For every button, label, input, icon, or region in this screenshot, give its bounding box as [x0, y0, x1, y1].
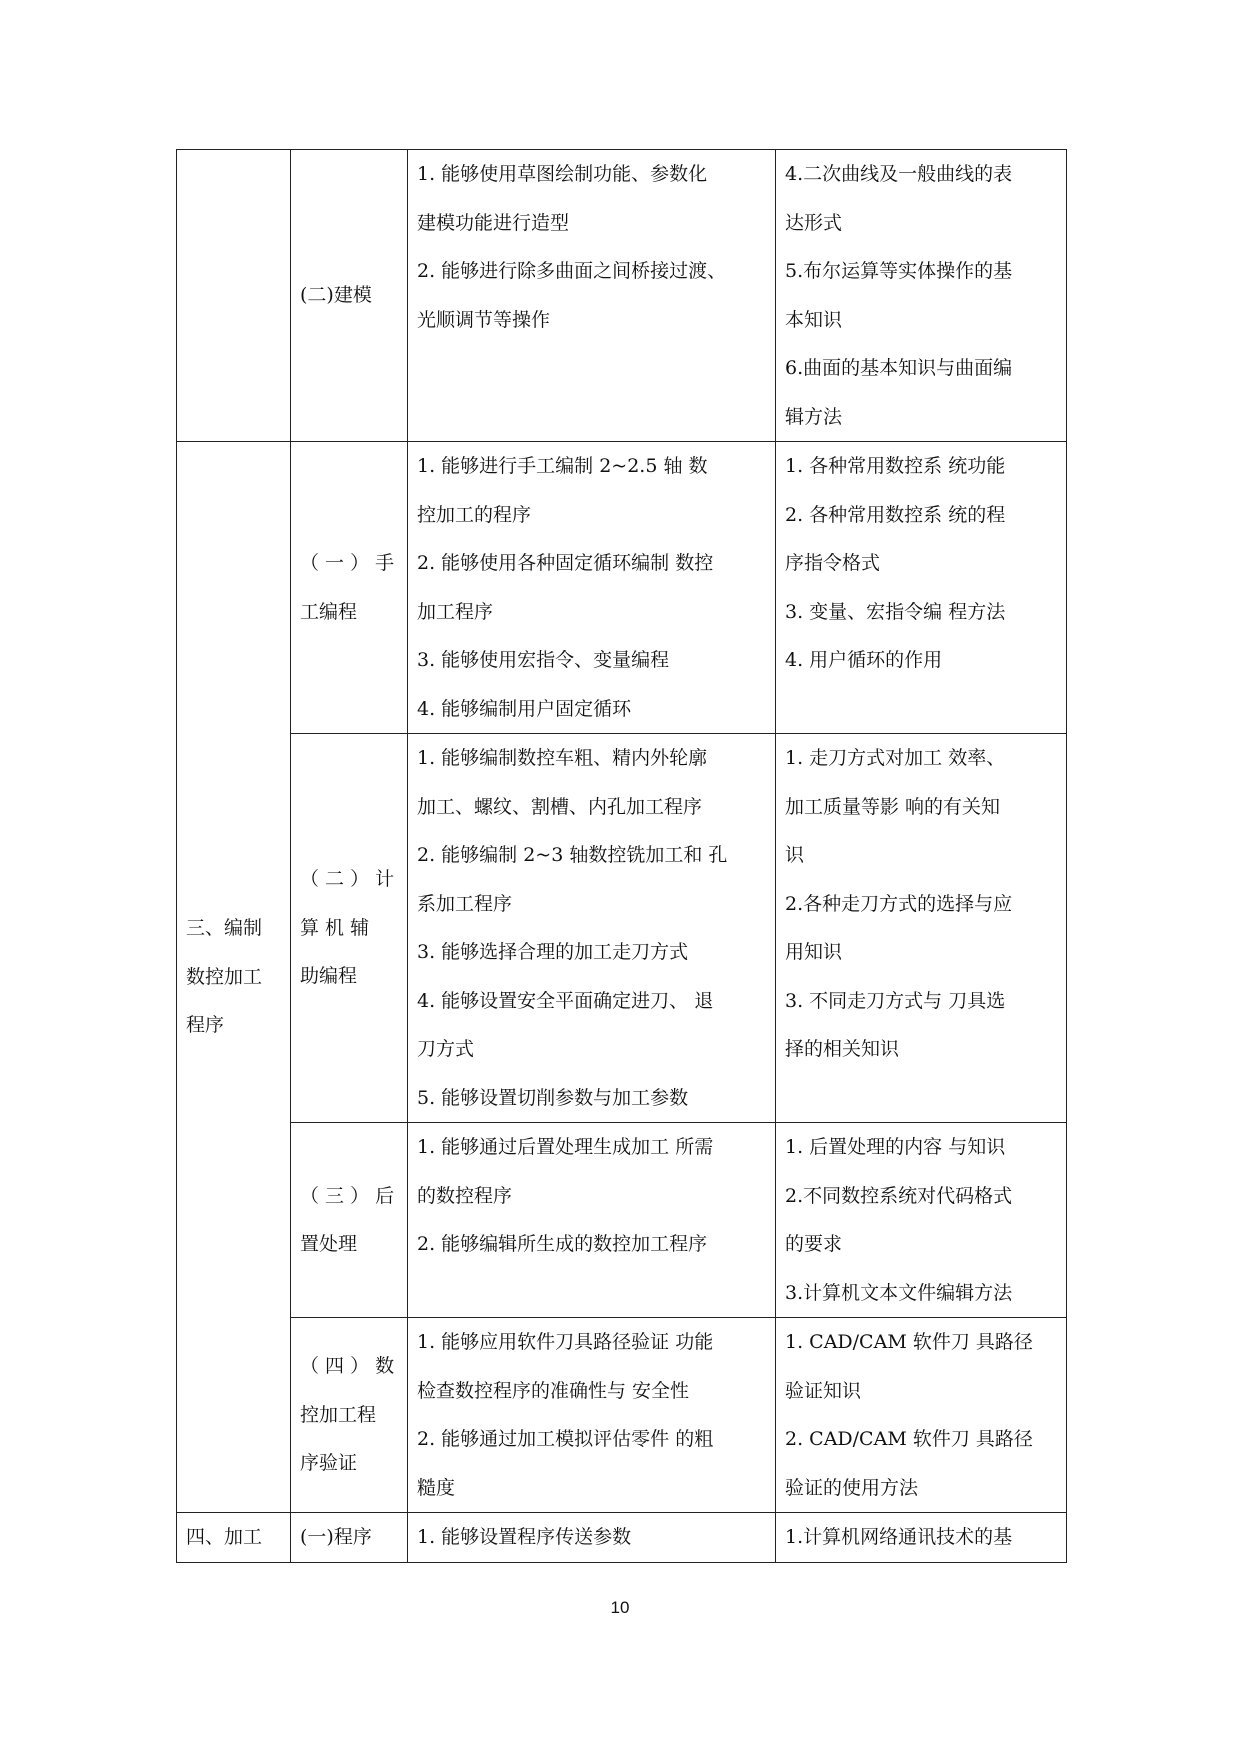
category-text: 数控加工 — [186, 965, 263, 988]
knowledge-line: 1.计算机网络通讯技术的基 — [785, 1526, 1013, 1548]
skill-line: 系加工程序 — [417, 892, 513, 915]
skill-line: 2. 能够编制 2~3 轴数控铣加工和 孔 — [417, 844, 728, 866]
skill-line: 2. 能够编辑所生成的数控加工程序 — [417, 1233, 708, 1255]
skill-line: 5. 能够设置切削参数与加工参数 — [417, 1086, 689, 1109]
knowledge-line: 1. 各种常用数控系 统功能 — [785, 455, 1006, 477]
subcategory-text: 助编程 — [300, 965, 358, 988]
cell-skill-requirements — [408, 150, 776, 442]
skill-line: 建模功能进行造型 — [417, 211, 570, 234]
cell-skill-requirements — [408, 1123, 776, 1318]
skill-line: 4. 能够设置安全平面确定进刀、 退 — [417, 989, 714, 1012]
knowledge-line: 识 — [785, 844, 805, 866]
knowledge-line: 3.计算机文本文件编辑方法 — [785, 1281, 1013, 1304]
knowledge-line: 的要求 — [785, 1233, 843, 1255]
knowledge-line: 本知识 — [785, 308, 843, 331]
knowledge-line: 4.二次曲线及一般曲线的表 — [785, 163, 1013, 185]
knowledge-line: 1. CAD/CAM 软件刀 具路径 — [785, 1331, 1033, 1353]
page-number: 10 — [610, 1598, 630, 1617]
skill-line: 1. 能够通过后置处理生成加工 所需 — [417, 1136, 714, 1158]
cell-subcategory — [291, 1318, 408, 1513]
cell-category — [177, 442, 291, 1513]
table-row-post-processing — [177, 1123, 1067, 1318]
knowledge-line: 1. 后置处理的内容 与知识 — [785, 1136, 1006, 1158]
skill-line: 的数控程序 — [417, 1184, 513, 1207]
knowledge-line: 用知识 — [785, 941, 843, 963]
knowledge-line: 序指令格式 — [785, 552, 881, 574]
skill-line: 控加工的程序 — [417, 503, 532, 526]
knowledge-line: 3. 不同走刀方式与 刀具选 — [785, 989, 1006, 1012]
subcategory-text: 置处理 — [300, 1233, 358, 1255]
cell-subcategory — [291, 442, 408, 734]
knowledge-line: 4. 用户循环的作用 — [785, 649, 943, 671]
table-row-processing — [177, 1513, 1067, 1563]
skill-line: 4. 能够编制用户固定循环 — [417, 697, 632, 720]
cell-skill-requirements — [408, 734, 776, 1123]
table-row-manual-programming — [177, 442, 1067, 734]
cell-subcategory — [291, 150, 408, 442]
subcategory-text: 算 机 辅 — [300, 916, 370, 939]
cell-knowledge — [776, 734, 1067, 1123]
knowledge-line: 加工质量等影 响的有关知 — [785, 795, 1001, 818]
table-row-modeling — [177, 150, 1067, 442]
subcategory-text: 控加工程 — [300, 1403, 377, 1426]
knowledge-line: 5.布尔运算等实体操作的基 — [785, 260, 1013, 282]
cell-skill-requirements — [408, 1513, 776, 1563]
knowledge-line: 2. 各种常用数控系 统的程 — [785, 503, 1006, 526]
knowledge-line: 2.不同数控系统对代码格式 — [785, 1184, 1013, 1207]
skill-line: 1. 能够应用软件刀具路径验证 功能 — [417, 1331, 714, 1353]
subcategory-text: 序验证 — [300, 1452, 358, 1475]
cell-knowledge — [776, 150, 1067, 442]
subcategory-text: 工编程 — [300, 600, 358, 623]
subcategory-text: （ 二 ） 计 — [300, 868, 395, 891]
skill-line: 检查数控程序的准确性与 安全性 — [417, 1379, 690, 1402]
cell-category-empty — [177, 150, 291, 442]
category-text: 三、编制 — [186, 917, 263, 940]
cell-knowledge — [776, 1123, 1067, 1318]
skill-line: 1. 能够编制数控车粗、精内外轮廓 — [417, 747, 708, 769]
skill-line: 1. 能够使用草图绘制功能、参数化 — [417, 163, 708, 185]
skill-line: 2. 能够通过加工模拟评估零件 的粗 — [417, 1428, 714, 1450]
cell-category — [177, 1513, 291, 1563]
cell-subcategory — [291, 734, 408, 1123]
skill-line: 3. 能够使用宏指令、变量编程 — [417, 649, 670, 671]
skill-line: 1. 能够设置程序传送参数 — [417, 1526, 632, 1548]
knowledge-line: 辑方法 — [785, 405, 843, 428]
knowledge-line: 3. 变量、宏指令编 程方法 — [785, 600, 1006, 623]
cell-skill-requirements — [408, 442, 776, 734]
category-text: 四、加工 — [186, 1526, 263, 1548]
knowledge-line: 验证知识 — [785, 1379, 862, 1402]
cell-skill-requirements — [408, 1318, 776, 1513]
skill-line: 1. 能够进行手工编制 2~2.5 轴 数 — [417, 455, 708, 477]
cell-knowledge — [776, 1318, 1067, 1513]
subcategory-text: （ 一 ） 手 — [300, 552, 395, 574]
subcategory-text: （ 三 ） 后 — [300, 1184, 395, 1207]
knowledge-line: 6.曲面的基本知识与曲面编 — [785, 357, 1013, 379]
skill-line: 3. 能够选择合理的加工走刀方式 — [417, 941, 689, 963]
knowledge-line: 1. 走刀方式对加工 效率、 — [785, 747, 1006, 769]
subcategory-text: (一)程序 — [300, 1526, 372, 1548]
cell-subcategory — [291, 1513, 408, 1563]
subcategory-text: （ 四 ） 数 — [300, 1355, 395, 1378]
knowledge-line: 验证的使用方法 — [785, 1476, 919, 1499]
skill-line: 糙度 — [417, 1476, 456, 1499]
knowledge-line: 达形式 — [785, 211, 843, 234]
subcategory-text: (二)建模 — [300, 284, 372, 307]
knowledge-line: 择的相关知识 — [785, 1038, 900, 1060]
cell-knowledge — [776, 1513, 1067, 1563]
category-text: 程序 — [186, 1014, 225, 1037]
skill-line: 2. 能够进行除多曲面之间桥接过渡、 — [417, 260, 727, 282]
skill-line: 加工程序 — [417, 600, 494, 623]
cell-knowledge — [776, 442, 1067, 734]
table-row-program-verification — [177, 1318, 1067, 1513]
skill-line: 刀方式 — [417, 1038, 475, 1060]
skill-line: 加工、螺纹、割槽、内孔加工程序 — [417, 795, 703, 818]
cell-subcategory — [291, 1123, 408, 1318]
content-table — [176, 149, 1067, 1563]
knowledge-line: 2.各种走刀方式的选择与应 — [785, 892, 1013, 915]
skill-line: 2. 能够使用各种固定循环编制 数控 — [417, 552, 714, 574]
skill-line: 光顺调节等操作 — [417, 308, 551, 331]
table-row-cam-programming — [177, 734, 1067, 1123]
knowledge-line: 2. CAD/CAM 软件刀 具路径 — [785, 1428, 1033, 1450]
